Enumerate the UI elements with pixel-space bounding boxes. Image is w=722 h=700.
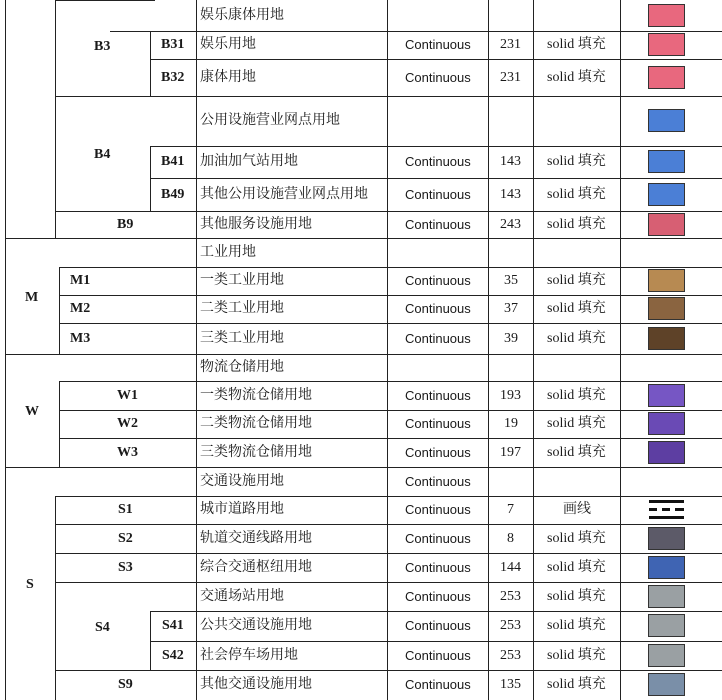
color-index: 253 bbox=[500, 589, 521, 604]
fill-mode: solid 填充 bbox=[547, 331, 606, 346]
color-swatch bbox=[648, 33, 685, 56]
line-type: Continuous bbox=[405, 502, 471, 517]
line-type: Continuous bbox=[405, 331, 471, 346]
sub-code: S42 bbox=[162, 648, 184, 663]
row-rule bbox=[150, 146, 722, 147]
land-use-name: 二类工业用地 bbox=[200, 301, 284, 316]
row-rule bbox=[150, 611, 722, 612]
fill-mode: solid 填充 bbox=[547, 187, 606, 202]
fill-mode: solid 填充 bbox=[547, 416, 606, 431]
land-use-name: 娱乐用地 bbox=[200, 37, 256, 52]
fill-mode: solid 填充 bbox=[547, 217, 606, 232]
row-rule bbox=[5, 238, 722, 239]
row-rule bbox=[150, 641, 722, 642]
group-code-s: S bbox=[26, 577, 34, 592]
column-rule bbox=[387, 0, 388, 700]
row-rule bbox=[110, 31, 722, 32]
table-left-border bbox=[5, 0, 6, 700]
color-swatch bbox=[648, 109, 685, 132]
color-swatch bbox=[648, 644, 685, 667]
line-type: Continuous bbox=[405, 154, 471, 169]
color-index: 193 bbox=[500, 388, 521, 403]
fill-mode: solid 填充 bbox=[547, 648, 606, 663]
fill-mode: solid 填充 bbox=[547, 273, 606, 288]
color-index: 135 bbox=[500, 677, 521, 692]
color-index: 243 bbox=[500, 217, 521, 232]
sub-code: M2 bbox=[70, 301, 91, 316]
sub-code: B41 bbox=[161, 154, 185, 169]
sub-code: W3 bbox=[117, 445, 138, 460]
color-swatch bbox=[648, 183, 685, 206]
color-swatch bbox=[648, 527, 685, 550]
color-swatch bbox=[648, 269, 685, 292]
line-type: Continuous bbox=[405, 445, 471, 460]
fill-mode: solid 填充 bbox=[547, 677, 606, 692]
sub-code: S41 bbox=[162, 618, 184, 633]
row-rule bbox=[55, 211, 722, 212]
color-index: 144 bbox=[500, 560, 521, 575]
color-swatch bbox=[648, 150, 685, 173]
row-rule bbox=[59, 267, 722, 268]
sub-code: M3 bbox=[70, 330, 91, 346]
color-index: 231 bbox=[500, 70, 521, 85]
color-swatch bbox=[648, 412, 685, 435]
land-use-name: 社会停车场用地 bbox=[200, 647, 298, 663]
land-use-name: 三类工业用地 bbox=[200, 330, 284, 346]
fill-mode: solid 填充 bbox=[547, 445, 606, 460]
group-code-b3: B3 bbox=[94, 39, 111, 54]
column-rule bbox=[196, 0, 197, 700]
color-swatch bbox=[648, 585, 685, 608]
group-code-m: M bbox=[25, 290, 39, 305]
color-swatch bbox=[648, 673, 685, 696]
fill-mode: solid 填充 bbox=[547, 618, 606, 633]
column-rule bbox=[59, 267, 60, 355]
column-rule bbox=[55, 0, 56, 238]
color-swatch bbox=[648, 66, 685, 89]
row-rule bbox=[5, 354, 722, 355]
sub-code: S9 bbox=[118, 677, 133, 692]
line-type: Continuous bbox=[405, 187, 471, 202]
land-use-name: 一类工业用地 bbox=[200, 273, 284, 288]
line-type: Continuous bbox=[405, 217, 471, 232]
color-swatch bbox=[648, 213, 685, 236]
land-use-name: 交通设施用地 bbox=[200, 473, 284, 489]
line-type: Continuous bbox=[405, 560, 471, 575]
line-type: Continuous bbox=[405, 589, 471, 604]
color-index: 37 bbox=[504, 301, 518, 316]
color-swatch bbox=[648, 327, 685, 350]
color-swatch bbox=[648, 441, 685, 464]
sub-code: M1 bbox=[70, 273, 91, 288]
land-use-name: 公用设施营业网点用地 bbox=[200, 113, 340, 128]
fill-mode: solid 填充 bbox=[547, 301, 606, 316]
color-index: 197 bbox=[500, 445, 521, 460]
row-rule bbox=[55, 524, 722, 525]
column-rule bbox=[150, 31, 151, 96]
fill-mode: solid 填充 bbox=[547, 560, 606, 575]
color-index: 35 bbox=[504, 273, 518, 288]
line-type: Continuous bbox=[405, 618, 471, 633]
line-type: Continuous bbox=[405, 70, 471, 85]
row-rule bbox=[55, 582, 722, 583]
land-use-name: 物流仓储用地 bbox=[200, 359, 284, 375]
column-rule bbox=[620, 0, 621, 700]
sub-code: B49 bbox=[161, 187, 185, 202]
land-use-name: 轨道交通线路用地 bbox=[200, 530, 312, 546]
sub-code: S2 bbox=[118, 531, 133, 546]
color-swatch bbox=[648, 614, 685, 637]
line-type: Continuous bbox=[405, 474, 471, 489]
land-use-name: 其他公用设施营业网点用地 bbox=[200, 186, 368, 202]
row-rule bbox=[55, 0, 155, 1]
land-use-name: 综合交通枢纽用地 bbox=[200, 559, 312, 575]
land-use-name: 娱乐康体用地 bbox=[200, 7, 284, 23]
color-swatch bbox=[648, 384, 685, 407]
road-line-swatch-icon bbox=[648, 498, 685, 521]
row-rule bbox=[150, 178, 722, 179]
color-index: 143 bbox=[500, 154, 521, 169]
sub-code: B9 bbox=[117, 217, 134, 232]
row-rule bbox=[55, 670, 722, 671]
line-type: Continuous bbox=[405, 388, 471, 403]
land-use-name: 康体用地 bbox=[200, 69, 256, 85]
line-type: Continuous bbox=[405, 301, 471, 316]
fill-mode: solid 填充 bbox=[547, 388, 606, 403]
line-type: Continuous bbox=[405, 416, 471, 431]
fill-mode: solid 填充 bbox=[547, 37, 606, 52]
row-rule bbox=[59, 381, 722, 382]
color-index: 231 bbox=[500, 37, 521, 52]
group-code-b4: B4 bbox=[94, 147, 111, 162]
land-use-name: 加油加气站用地 bbox=[200, 154, 298, 169]
row-rule bbox=[150, 59, 722, 60]
sub-code: W1 bbox=[117, 388, 138, 403]
land-use-name: 工业用地 bbox=[200, 244, 256, 260]
fill-mode: 画线 bbox=[563, 502, 591, 517]
land-use-name: 一类物流仓储用地 bbox=[200, 387, 312, 403]
land-use-name: 交通场站用地 bbox=[200, 588, 284, 604]
line-type: Continuous bbox=[405, 37, 471, 52]
color-index: 143 bbox=[500, 187, 521, 202]
color-index: 7 bbox=[507, 502, 514, 517]
color-swatch bbox=[648, 297, 685, 320]
sub-code: B31 bbox=[161, 37, 185, 52]
column-rule bbox=[533, 0, 534, 700]
color-swatch bbox=[648, 4, 685, 27]
land-use-name: 其他交通设施用地 bbox=[200, 677, 312, 692]
row-rule bbox=[5, 467, 722, 468]
group-code-w: W bbox=[25, 404, 39, 419]
land-use-name: 三类物流仓储用地 bbox=[200, 444, 312, 460]
fill-mode: solid 填充 bbox=[547, 531, 606, 546]
column-rule bbox=[488, 0, 489, 700]
color-index: 253 bbox=[500, 648, 521, 663]
sub-code: S1 bbox=[118, 502, 133, 517]
color-index: 8 bbox=[507, 531, 514, 546]
fill-mode: solid 填充 bbox=[547, 589, 606, 604]
sub-code: B32 bbox=[161, 70, 185, 85]
fill-mode: solid 填充 bbox=[547, 70, 606, 85]
row-rule bbox=[55, 553, 722, 554]
color-swatch bbox=[648, 556, 685, 579]
land-use-name: 城市道路用地 bbox=[200, 502, 284, 517]
land-use-name: 二类物流仓储用地 bbox=[200, 416, 312, 431]
row-rule bbox=[55, 496, 722, 497]
color-index: 39 bbox=[504, 331, 518, 346]
row-rule bbox=[59, 295, 722, 296]
land-use-name: 公共交通设施用地 bbox=[200, 618, 312, 633]
line-type: Continuous bbox=[405, 677, 471, 692]
row-rule bbox=[59, 323, 722, 324]
fill-mode: solid 填充 bbox=[547, 154, 606, 169]
row-rule bbox=[59, 438, 722, 439]
row-rule bbox=[59, 410, 722, 411]
column-rule bbox=[59, 381, 60, 468]
color-index: 253 bbox=[500, 618, 521, 633]
sub-code: S3 bbox=[118, 560, 133, 575]
line-type: Continuous bbox=[405, 648, 471, 663]
land-use-name: 其他服务设施用地 bbox=[200, 216, 312, 232]
line-type: Continuous bbox=[405, 531, 471, 546]
row-rule bbox=[55, 96, 722, 97]
line-type: Continuous bbox=[405, 273, 471, 288]
group-code-s4: S4 bbox=[95, 620, 110, 635]
sub-code: W2 bbox=[117, 416, 138, 431]
color-index: 19 bbox=[504, 416, 518, 431]
